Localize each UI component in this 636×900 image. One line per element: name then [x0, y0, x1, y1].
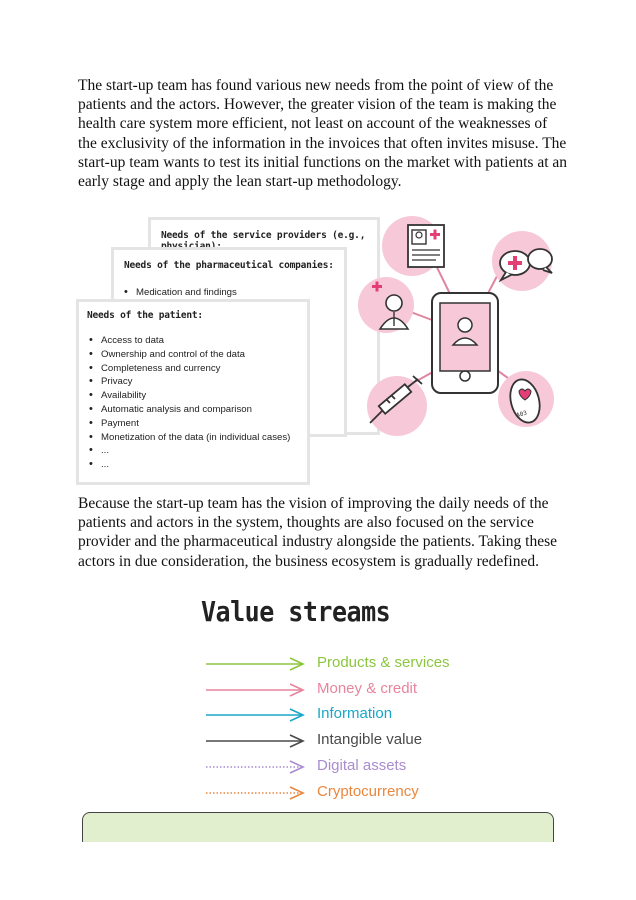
- patient-needs-card: [76, 299, 310, 485]
- legend-label: Digital assets: [317, 757, 407, 774]
- legend-row-cryptocurrency: [204, 783, 504, 805]
- legend-label: Cryptocurrency: [317, 783, 419, 800]
- bottom-panel: [82, 812, 554, 842]
- patient-need-item: • Payment: [89, 417, 290, 431]
- legend-arrow: [204, 682, 308, 698]
- patient-needs-title: Needs of the patient:: [87, 310, 203, 321]
- intro-paragraph: The start-up team has found various new needs from the point of view of the patients and the actors. However, the greater vision of the team is making the health care system more efficient, not least on account of the weaknesses of the exclusivity of the information in the invoices that often invites misuse. The start-up team wants to test its initial functions on the market with patients at an early stage and apply the lean start-up methodology.: [78, 77, 568, 191]
- patient-need-item: • Automatic analysis and comparison: [89, 403, 290, 417]
- legend-row-products: [204, 654, 504, 676]
- patient-need-item: • Ownership and control of the data: [89, 348, 290, 362]
- medical-record-icon: [408, 225, 444, 267]
- smartphone-icon: [432, 293, 498, 393]
- legend-arrow: [204, 785, 308, 801]
- patient-need-item: • Monetization of the data (in individual cases): [89, 431, 290, 445]
- patient-need-item: • ...: [89, 444, 290, 458]
- patient-need-item: • ...: [89, 458, 290, 472]
- legend-arrow: [204, 733, 308, 749]
- value-streams-title: Value streams: [201, 595, 391, 628]
- healthcare-network-illustration: [350, 213, 565, 438]
- legend-row-digital-assets: [204, 757, 504, 779]
- patient-need-item: • Privacy: [89, 375, 290, 389]
- legend-row-money: [204, 680, 504, 702]
- legend-arrow: [204, 656, 308, 672]
- pharma-needs-title: Needs of the pharmaceutical companies:: [124, 260, 334, 271]
- legend-arrow: [204, 707, 308, 723]
- pharma-need-item: • Medication and findings: [124, 286, 237, 300]
- legend-label: Intangible value: [317, 731, 423, 748]
- patient-need-item: • Availability: [89, 389, 290, 403]
- legend-label: Products & services: [317, 654, 450, 671]
- legend-row-intangible: [204, 731, 504, 753]
- legend-label: Information: [317, 705, 393, 722]
- legend-arrow: [204, 759, 308, 775]
- service-provider-needs-title: Needs of the service providers (e.g.,: [161, 230, 366, 241]
- ecosystem-paragraph: Because the start-up team has the vision of improving the daily needs of the patients and actors in the system, thoughts are also focused on the service provider and the pharmaceutical industry alongside the patients. Taking these actors in due consideration, the business ecosystem is gradually redefined.: [78, 495, 557, 570]
- bracelet-label: A03: [515, 409, 528, 420]
- patient-need-item: • Access to data: [89, 334, 290, 348]
- legend-label: Money & credit: [317, 680, 418, 697]
- legend-row-information: [204, 705, 504, 727]
- patient-need-item: • Completeness and currency: [89, 362, 290, 376]
